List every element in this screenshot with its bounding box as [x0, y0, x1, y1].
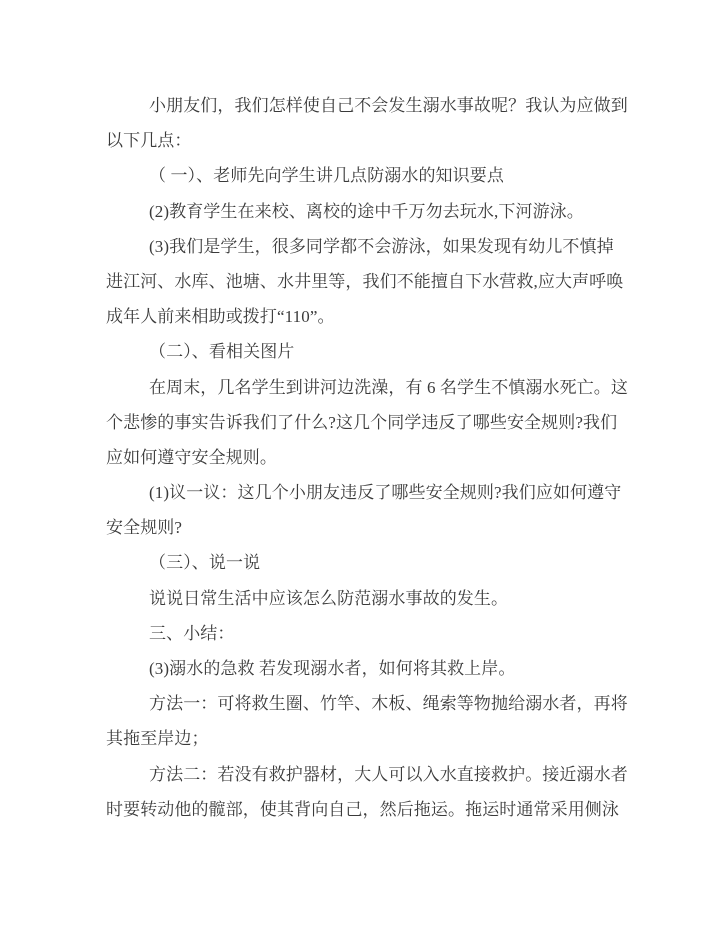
text-line: 在周末，几名学生到讲河边洗澡，有 6 名学生不慎溺水死亡。这	[149, 377, 628, 397]
text-line: 以下几点：	[106, 131, 192, 151]
text-line: 三、小结：	[149, 623, 235, 643]
text-line: 时要转动他的髋部，使其背向自己，然后拖运。拖运时通常采用侧泳	[106, 799, 619, 819]
text-line: (1)议一议：这几个小朋友违反了哪些安全规则?我们应如何遵守	[149, 483, 622, 503]
text-line: 安全规则?	[106, 518, 183, 538]
text-line: 成年人前来相助或拨打“110”。	[106, 307, 335, 327]
text-line: 个悲惨的事实告诉我们了什么?这几个同学违反了哪些安全规则?我们	[106, 412, 618, 432]
text-line: (3)溺水的急救 若发现溺水者，如何将其救上岸。	[149, 659, 516, 678]
text-line: （ 一）、老师先向学生讲几点防溺水的知识要点	[149, 166, 504, 186]
text-line: (3)我们是学生，很多同学都不会游泳，如果发现有幼儿不慎掉	[149, 236, 614, 256]
text-line: 其拖至岸边；	[106, 729, 209, 749]
text-line: 方法一：可将救生圈、竹竿、木板、绳索等物抛给溺水者，再将	[149, 694, 628, 714]
text-line: 应如何遵守安全规则。	[106, 447, 277, 467]
text-line: 进江河、水库、池塘、水井里等，我们不能擅自下水营救,应大声呼唤	[106, 271, 624, 291]
text-line: （三）、说一说	[149, 553, 261, 573]
text-line: (2)教育学生在来校、离校的途中千万勿去玩水,下河游泳。	[149, 201, 584, 221]
text-line: 说说日常生活中应该怎么防范溺水事故的发生。	[149, 588, 509, 608]
document-text-block	[106, 88, 636, 827]
text-line: 小朋友们，我们怎样使自己不会发生溺水事故呢？我认为应做到	[149, 96, 628, 115]
text-line: 方法二：若没有救护器材，大人可以入水直接救护。接近溺水者	[149, 764, 628, 784]
text-line: （二）、看相关图片	[149, 342, 295, 362]
